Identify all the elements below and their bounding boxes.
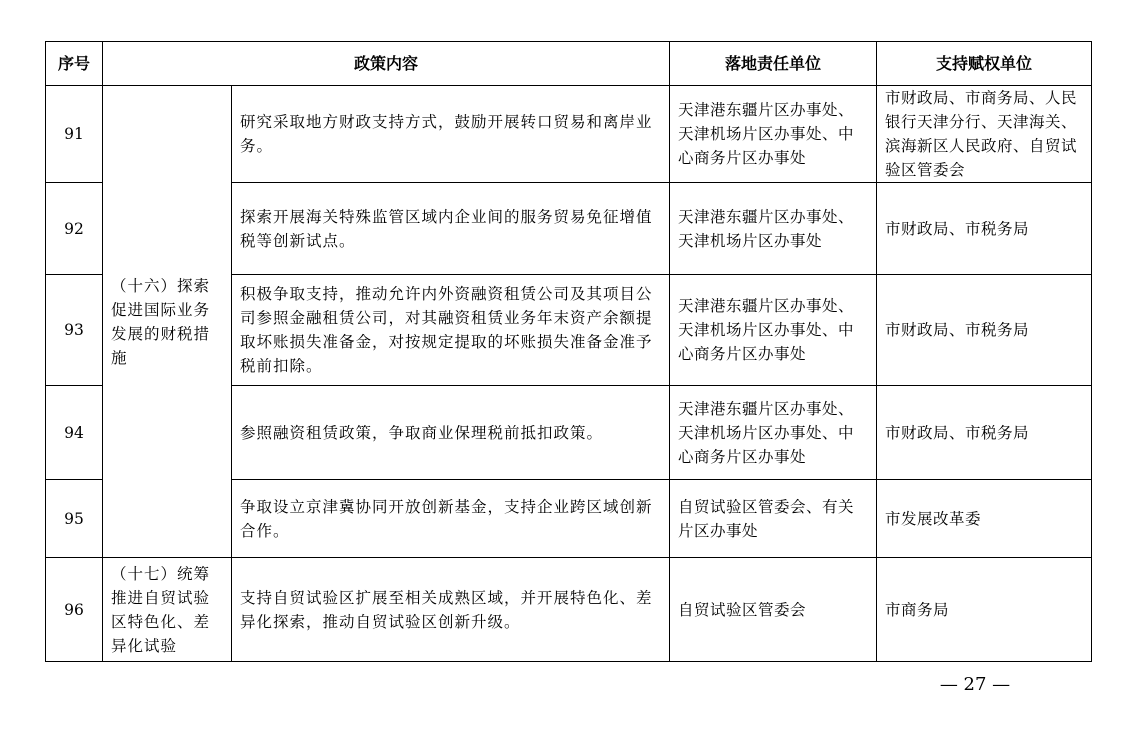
row-duty: 天津港东疆片区办事处、天津机场片区办事处、中心商务片区办事处 [670, 386, 877, 480]
header-no: 序号 [46, 42, 103, 86]
table-header-row [46, 42, 1092, 86]
row-content: 支持自贸试验区扩展至相关成熟区域，并开展特色化、差异化探索，推动自贸试验区创新升级。 [232, 558, 670, 662]
row-content: 探索开展海关特殊监管区域内企业间的服务贸易免征增值税等创新试点。 [232, 183, 670, 275]
group-label: （十六）探索促进国际业务发展的财税措施 [103, 86, 232, 558]
row-support: 市财政局、市税务局 [877, 386, 1092, 480]
row-content: 研究采取地方财政支持方式，鼓励开展转口贸易和离岸业务。 [232, 86, 670, 183]
row-no: 92 [46, 183, 103, 275]
row-no: 94 [46, 386, 103, 480]
table-row [46, 86, 1092, 183]
row-support: 市财政局、市税务局 [877, 183, 1092, 275]
page-number: — 27 — [939, 674, 1011, 695]
row-duty: 天津港东疆片区办事处、天津机场片区办事处、中心商务片区办事处 [670, 86, 877, 183]
row-support: 市财政局、市税务局 [877, 275, 1092, 386]
header-duty: 落地责任单位 [670, 42, 877, 86]
header-support: 支持赋权单位 [877, 42, 1092, 86]
row-content: 积极争取支持，推动允许内外资融资租赁公司及其项目公司参照金融租赁公司，对其融资租赁业务年末资产余额提取坏账损失准备金，对按规定提取的坏账损失准备金准予税前扣除。 [232, 275, 670, 386]
row-no: 91 [46, 86, 103, 183]
row-duty: 天津港东疆片区办事处、天津机场片区办事处、中心商务片区办事处 [670, 275, 877, 386]
header-content: 政策内容 [103, 42, 670, 86]
row-support: 市发展改革委 [877, 480, 1092, 558]
policy-table [45, 41, 1092, 662]
row-support: 市财政局、市商务局、人民银行天津分行、天津海关、滨海新区人民政府、自贸试验区管委会 [877, 86, 1092, 183]
group-label: （十七）统筹推进自贸试验区特色化、差异化试验 [103, 558, 232, 662]
row-content: 争取设立京津冀协同开放创新基金，支持企业跨区域创新合作。 [232, 480, 670, 558]
row-duty: 自贸试验区管委会 [670, 558, 877, 662]
row-duty: 自贸试验区管委会、有关片区办事处 [670, 480, 877, 558]
row-support: 市商务局 [877, 558, 1092, 662]
row-content: 参照融资租赁政策，争取商业保理税前抵扣政策。 [232, 386, 670, 480]
row-no: 96 [46, 558, 103, 662]
table-row [46, 558, 1092, 662]
row-no: 95 [46, 480, 103, 558]
row-duty: 天津港东疆片区办事处、天津机场片区办事处 [670, 183, 877, 275]
row-no: 93 [46, 275, 103, 386]
